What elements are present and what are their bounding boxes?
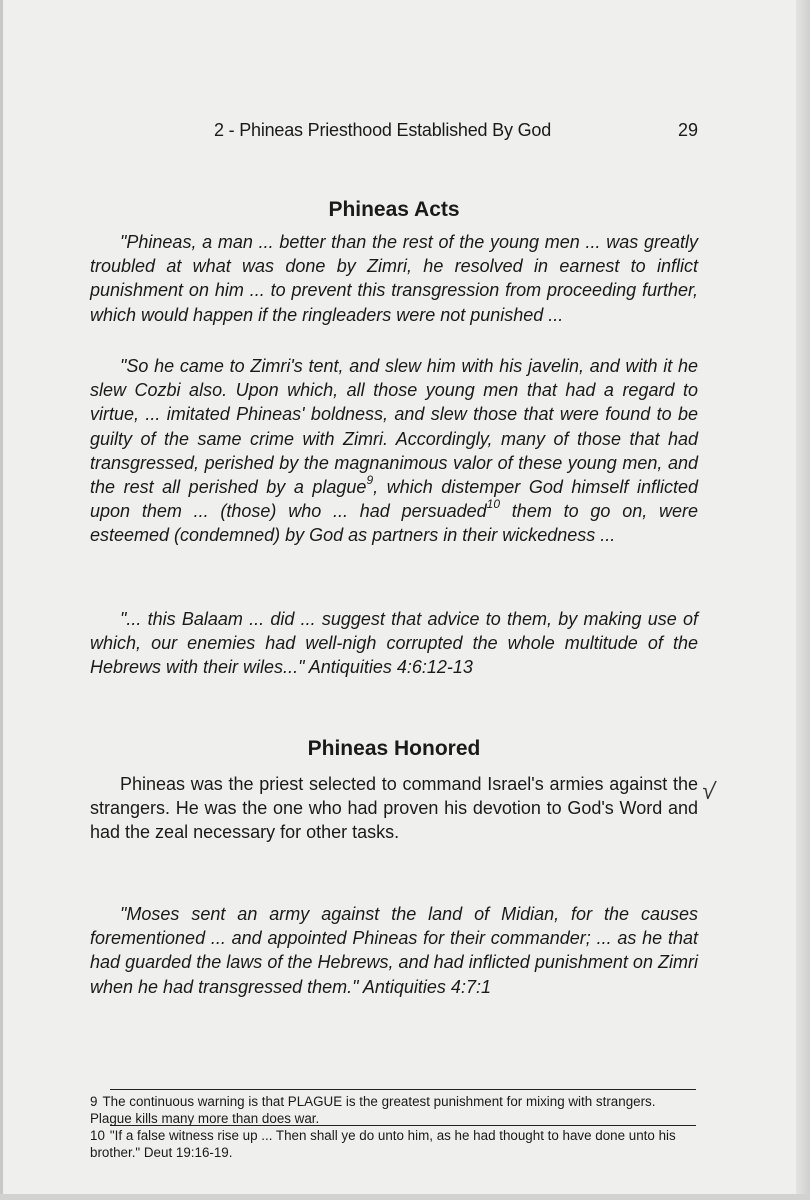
quote-paragraph-1 <box>90 230 698 327</box>
quote-paragraph-4 <box>90 902 698 999</box>
quote-text-4: "Moses sent an army against the land of Midian, for the causes forementioned ... and appointed Phineas for their commander; ... as he that had guarded the laws of the Hebrews, and had inflicted punishment on Zimri when he had transgressed them." Antiquities 4:7:1 <box>90 904 698 997</box>
page-bottom-edge <box>0 1194 810 1200</box>
quote-paragraph-3 <box>90 607 698 680</box>
footnote-text: "If a false witness rise up ... Then shall ye do unto him, as he had thought to have done unto his brother." Deut 19:16-19. <box>90 1128 676 1160</box>
quote-text: "Phineas, a man ... better than the rest of the young men ... was greatly troubled at what was done by Zimri, he resolved in earnest to inflict punishment on him ... to prevent this transgression from proceeding further, which would happen if the ringleaders were not punished ... <box>90 232 698 325</box>
body-text: Phineas was the priest selected to command Israel's armies against the strangers. He was the one who had proven his devotion to God's Word and had the zeal necessary for other tasks. <box>90 774 698 843</box>
running-title: 2 - Phineas Priesthood Established By God <box>214 120 551 140</box>
footnotes <box>90 1093 698 1161</box>
section-heading-phineas-honored: Phineas Honored <box>307 737 481 760</box>
footnote-9 <box>90 1093 698 1127</box>
page-header <box>88 118 700 144</box>
footnote-number: 10 <box>90 1128 105 1143</box>
section-heading-phineas-acts: Phineas Acts <box>328 198 460 221</box>
page-left-edge <box>0 0 3 1200</box>
quote-text-2c: them to go on, were esteemed (condemned) by God as partners in their wickedness ... <box>90 501 699 546</box>
footnote-rule <box>110 1089 696 1090</box>
footnote-ref-10: 10 <box>486 497 501 512</box>
quote-text-2b: , which distemper God himself inflicted upon them ... (those) who ... had persuaded <box>90 477 698 522</box>
footnote-number: 9 <box>90 1094 98 1109</box>
footnote-ref-9: 9 <box>366 473 374 488</box>
body-paragraph <box>90 772 698 845</box>
quote-text-2 <box>90 354 698 548</box>
page-right-edge <box>796 0 810 1200</box>
page-number: 29 <box>677 120 698 140</box>
quote-paragraph-2 <box>90 354 698 548</box>
footnote-text: The continuous warning is that PLAGUE is the greatest punishment for mixing with strangers. Plague kills many more than does war. <box>90 1094 656 1126</box>
quote-text-3: "... this Balaam ... did ... suggest that advice to them, by making use of which, our enemies had well-nigh corrupted the whole multitude of the Hebrews with their wiles..." Antiquities 4:6:12-13 <box>90 609 698 678</box>
footnote-10 <box>90 1127 698 1161</box>
handwritten-check-mark: √ <box>700 777 718 806</box>
quote-text-2a: "So he came to Zimri's tent, and slew him with his javelin, and with it he slew Cozbi also. Upon which, all those young men that had a regard to virtue, ... imitated Phineas' boldness, and slew those that were found to be guilty of the same crime with Zimri. Accordingly, many of those that had transgressed, perished by the magnanimous valor of these young men, and the rest all perished by a plague <box>90 356 698 498</box>
